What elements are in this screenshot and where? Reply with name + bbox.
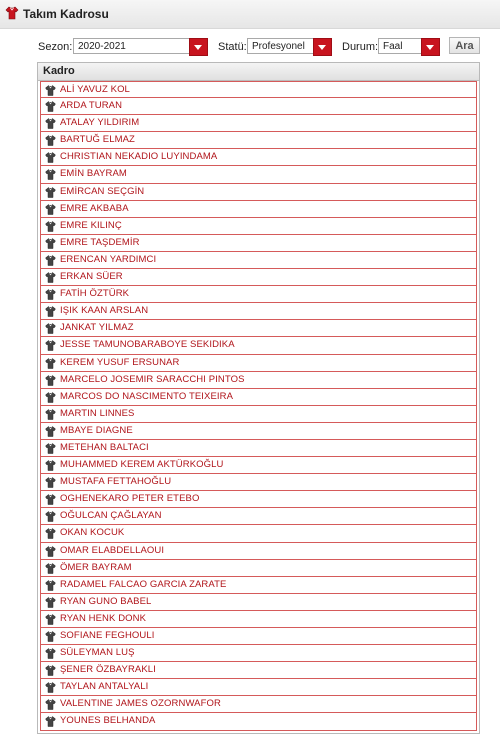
player-name-link[interactable]: ATALAY YILDIRIM (60, 117, 140, 129)
shirt-icon (45, 306, 56, 317)
shirt-icon (45, 204, 56, 215)
player-name-link[interactable]: METEHAN BALTACI (60, 441, 149, 453)
table-row[interactable] (40, 81, 477, 98)
search-button[interactable]: Ara (449, 37, 480, 54)
player-name-link[interactable]: ÖMER BAYRAM (60, 561, 132, 573)
table-row[interactable] (40, 372, 477, 389)
player-name-link[interactable]: OGHENEKARO PETER ETEBO (60, 493, 200, 505)
shirt-icon (45, 563, 56, 574)
table-row[interactable] (40, 355, 477, 372)
player-name-link[interactable]: RYAN HENK DONK (60, 612, 147, 624)
status-value: Profesyonel (252, 41, 305, 52)
player-name-link[interactable]: EMRE AKBABA (60, 202, 129, 214)
status-select[interactable] (247, 38, 332, 54)
shirt-icon (45, 443, 56, 454)
table-row[interactable] (40, 235, 477, 252)
player-name-link[interactable]: RADAMEL FALCAO GARCIA ZARATE (60, 578, 227, 590)
table-row[interactable] (40, 98, 477, 115)
table-row[interactable] (40, 594, 477, 611)
shirt-icon (45, 477, 56, 488)
player-name-link[interactable]: FATİH ÖZTÜRK (60, 288, 130, 300)
player-name-link[interactable]: MBAYE DIAGNE (60, 424, 133, 436)
table-row[interactable] (40, 320, 477, 337)
player-name-link[interactable]: ALİ YAVUZ KOL (60, 84, 130, 95)
table-row[interactable] (40, 406, 477, 423)
player-name-link[interactable]: ŞENER ÖZBAYRAKLI (60, 664, 156, 676)
shirt-icon (45, 169, 56, 180)
player-name-link[interactable]: EMİN BAYRAM (60, 168, 127, 180)
player-name-link[interactable]: MUHAMMED KEREM AKTÜRKOĞLU (60, 459, 224, 471)
player-name-link[interactable]: MARCELO JOSEMIR SARACCHI PINTOS (60, 373, 245, 385)
table-row[interactable] (40, 149, 477, 166)
table-row[interactable] (40, 696, 477, 713)
table-row[interactable] (40, 491, 477, 508)
shirt-icon (45, 614, 56, 625)
player-name-link[interactable]: OKAN KOCUK (60, 527, 125, 539)
table-row[interactable] (40, 645, 477, 662)
player-name-link[interactable]: TAYLAN ANTALYALI (60, 681, 149, 693)
player-name-link[interactable]: JESSE TAMUNOBARABOYE SEKIDIKA (60, 339, 235, 351)
player-name-link[interactable]: CHRISTIAN NEKADIO LUYINDAMA (60, 151, 218, 163)
table-row[interactable] (40, 611, 477, 628)
shirt-icon (45, 648, 56, 659)
table-row[interactable] (40, 166, 477, 183)
shirt-icon (45, 118, 56, 129)
shirt-icon (45, 221, 56, 232)
season-select[interactable] (73, 38, 208, 54)
shirt-icon (45, 101, 56, 112)
table-row[interactable] (40, 457, 477, 474)
table-row[interactable] (40, 560, 477, 577)
table-row[interactable] (40, 201, 477, 218)
table-row[interactable] (40, 337, 477, 354)
table-row[interactable] (40, 252, 477, 269)
table-body (38, 81, 479, 731)
page-header (0, 0, 500, 29)
shirt-icon (45, 682, 56, 693)
filter-bar (0, 36, 500, 60)
shirt-icon (45, 255, 56, 266)
shirt-icon (45, 152, 56, 163)
player-name-link[interactable]: SÜLEYMAN LUŞ (60, 647, 135, 659)
season-label: Sezon: (38, 41, 73, 53)
player-name-link[interactable]: MARCOS DO NASCIMENTO TEIXEIRA (60, 390, 234, 402)
table-row[interactable] (40, 679, 477, 696)
player-name-link[interactable]: BARTUĞ ELMAZ (60, 134, 135, 146)
season-value: 2020-2021 (78, 41, 126, 52)
state-select[interactable] (378, 38, 440, 54)
shirt-icon (45, 528, 56, 539)
player-name-link[interactable]: YOUNES BELHANDA (60, 715, 156, 727)
shirt-icon (45, 323, 56, 334)
player-name-link[interactable]: EMRE TAŞDEMİR (60, 236, 140, 248)
shirt-icon (45, 631, 56, 642)
player-name-link[interactable]: SOFIANE FEGHOULI (60, 630, 155, 641)
chevron-down-icon[interactable] (189, 38, 208, 56)
table-row[interactable] (40, 389, 477, 406)
shirt-icon (45, 187, 56, 198)
shirt-icon (45, 426, 56, 437)
shirt-icon (45, 85, 56, 96)
roster-table (37, 62, 480, 734)
table-row[interactable] (40, 628, 477, 645)
table-row[interactable] (40, 525, 477, 542)
table-row[interactable] (40, 303, 477, 320)
table-row[interactable] (40, 662, 477, 679)
table-row[interactable] (40, 184, 477, 201)
state-value: Faal (383, 41, 403, 52)
state-label: Durum: (342, 41, 379, 53)
shirt-icon (45, 546, 56, 557)
shirt-icon (45, 494, 56, 505)
player-name-link[interactable]: EMRE KILINÇ (60, 219, 122, 231)
table-row[interactable] (40, 115, 477, 132)
table-row[interactable] (40, 269, 477, 286)
player-name-link[interactable]: JANKAT YILMAZ (60, 322, 134, 334)
shirt-icon (45, 375, 56, 386)
player-name-link[interactable]: RYAN GUNO BABEL (60, 595, 152, 607)
table-row[interactable] (40, 440, 477, 457)
table-row[interactable] (40, 423, 477, 440)
player-name-link[interactable]: ERENCAN YARDIMCI (60, 253, 157, 265)
player-name-link[interactable]: KEREM YUSUF ERSUNAR (60, 356, 180, 368)
table-row[interactable] (40, 577, 477, 594)
table-row[interactable] (40, 508, 477, 525)
shirt-icon (45, 409, 56, 420)
shirt-icon (45, 460, 56, 471)
shirt-icon (45, 272, 56, 283)
shirt-icon (45, 358, 56, 369)
player-name-link[interactable]: OMAR ELABDELLAOUI (60, 544, 165, 556)
player-name-link[interactable]: MARTIN LINNES (60, 407, 135, 419)
table-row[interactable] (40, 543, 477, 560)
shirt-icon (45, 135, 56, 146)
shirt-icon (45, 580, 56, 591)
shirt-icon (45, 238, 56, 249)
player-name-link[interactable]: EMİRCAN SEÇGİN (60, 185, 145, 197)
shirt-icon (45, 340, 56, 351)
player-name-link[interactable]: ERKAN SÜER (60, 271, 123, 283)
table-header: Kadro (38, 63, 479, 81)
status-label: Statü: (218, 41, 247, 53)
chevron-down-icon[interactable] (421, 38, 440, 56)
shirt-icon (45, 716, 56, 727)
table-row[interactable] (40, 286, 477, 303)
table-row[interactable] (40, 218, 477, 235)
player-name-link[interactable]: VALENTINE JAMES OZORNWAFOR (60, 698, 221, 710)
shirt-icon (45, 392, 56, 403)
player-name-link[interactable]: OĞULCAN ÇAĞLAYAN (60, 510, 162, 522)
shirt-icon (45, 289, 56, 300)
page-title: Takım Kadrosu (23, 7, 109, 21)
shirt-icon (45, 597, 56, 608)
table-row[interactable] (40, 132, 477, 149)
player-name-link[interactable]: IŞIK KAAN ARSLAN (60, 305, 149, 317)
player-name-link[interactable]: ARDA TURAN (60, 100, 123, 112)
shirt-icon (5, 6, 19, 20)
shirt-icon (45, 665, 56, 676)
shirt-icon (45, 511, 56, 522)
table-row[interactable] (40, 713, 477, 730)
chevron-down-icon[interactable] (313, 38, 332, 56)
player-name-link[interactable]: MUSTAFA FETTAHOĞLU (60, 476, 172, 488)
table-row[interactable] (40, 474, 477, 491)
shirt-icon (45, 699, 56, 710)
